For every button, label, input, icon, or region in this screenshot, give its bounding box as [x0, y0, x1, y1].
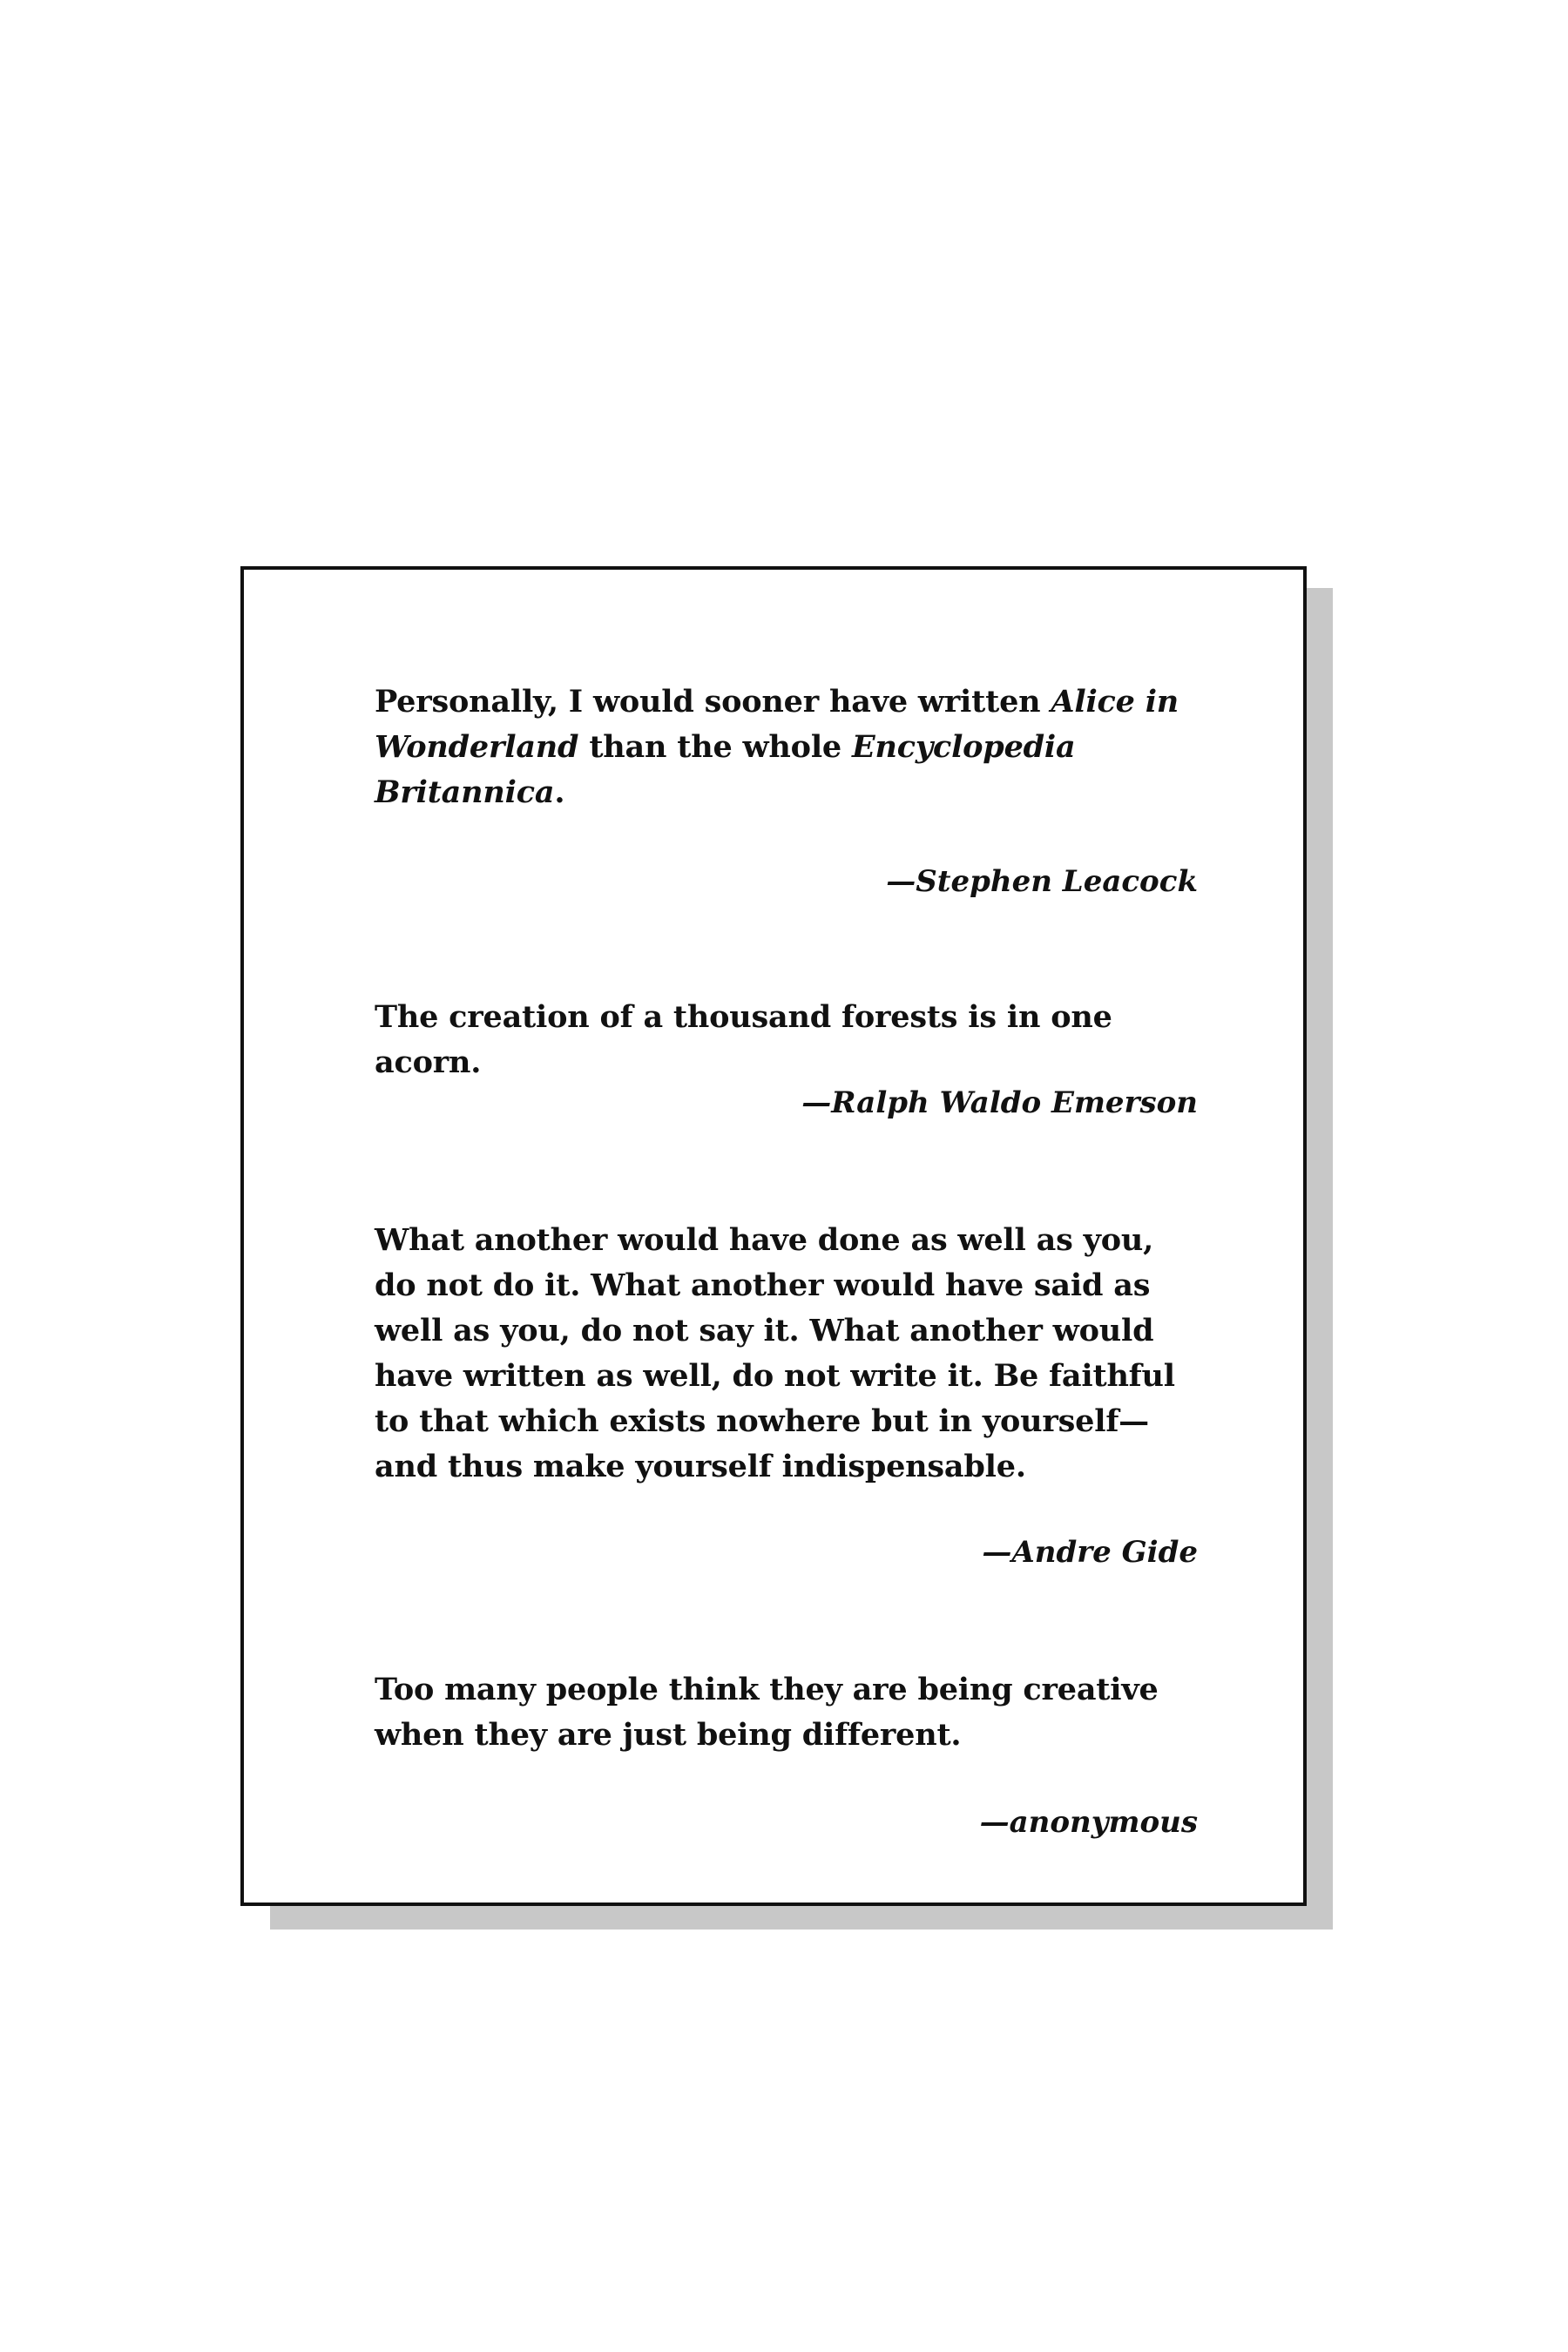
author-gide: —Andre Gide — [982, 1535, 1198, 1570]
author-anonymous: —anonymous — [979, 1805, 1198, 1840]
quote-leacock-part-3: . — [554, 774, 565, 810]
quote-leacock-title-alice: Alice in Wonderland — [375, 684, 1179, 765]
quote-leacock-part-2: than the whole — [578, 729, 852, 765]
quote-anonymous: Too many people think they are being creative when they are just being different. — [375, 1672, 1159, 1753]
author-leacock: —Stephen Leacock — [886, 864, 1198, 899]
quote-leacock — [375, 679, 1198, 815]
quote-gide: What another would have done as well as you, do not do it. What another would have said as well as you, do not say it. What another would have written as well, do not write it. Be faithful to that which exists nowhere but in yourself—and thus make yourself indispensable. — [375, 1222, 1175, 1484]
quote-leacock-title-britannica: Encyclopedia Britannica — [375, 729, 1076, 810]
quote-leacock-part-1: Personally, I would sooner have written — [375, 684, 1051, 720]
quote-emerson: The creation of a thousand forests is in one acorn. — [375, 999, 1112, 1080]
author-emerson: —Ralph Waldo Emerson — [801, 1085, 1198, 1120]
